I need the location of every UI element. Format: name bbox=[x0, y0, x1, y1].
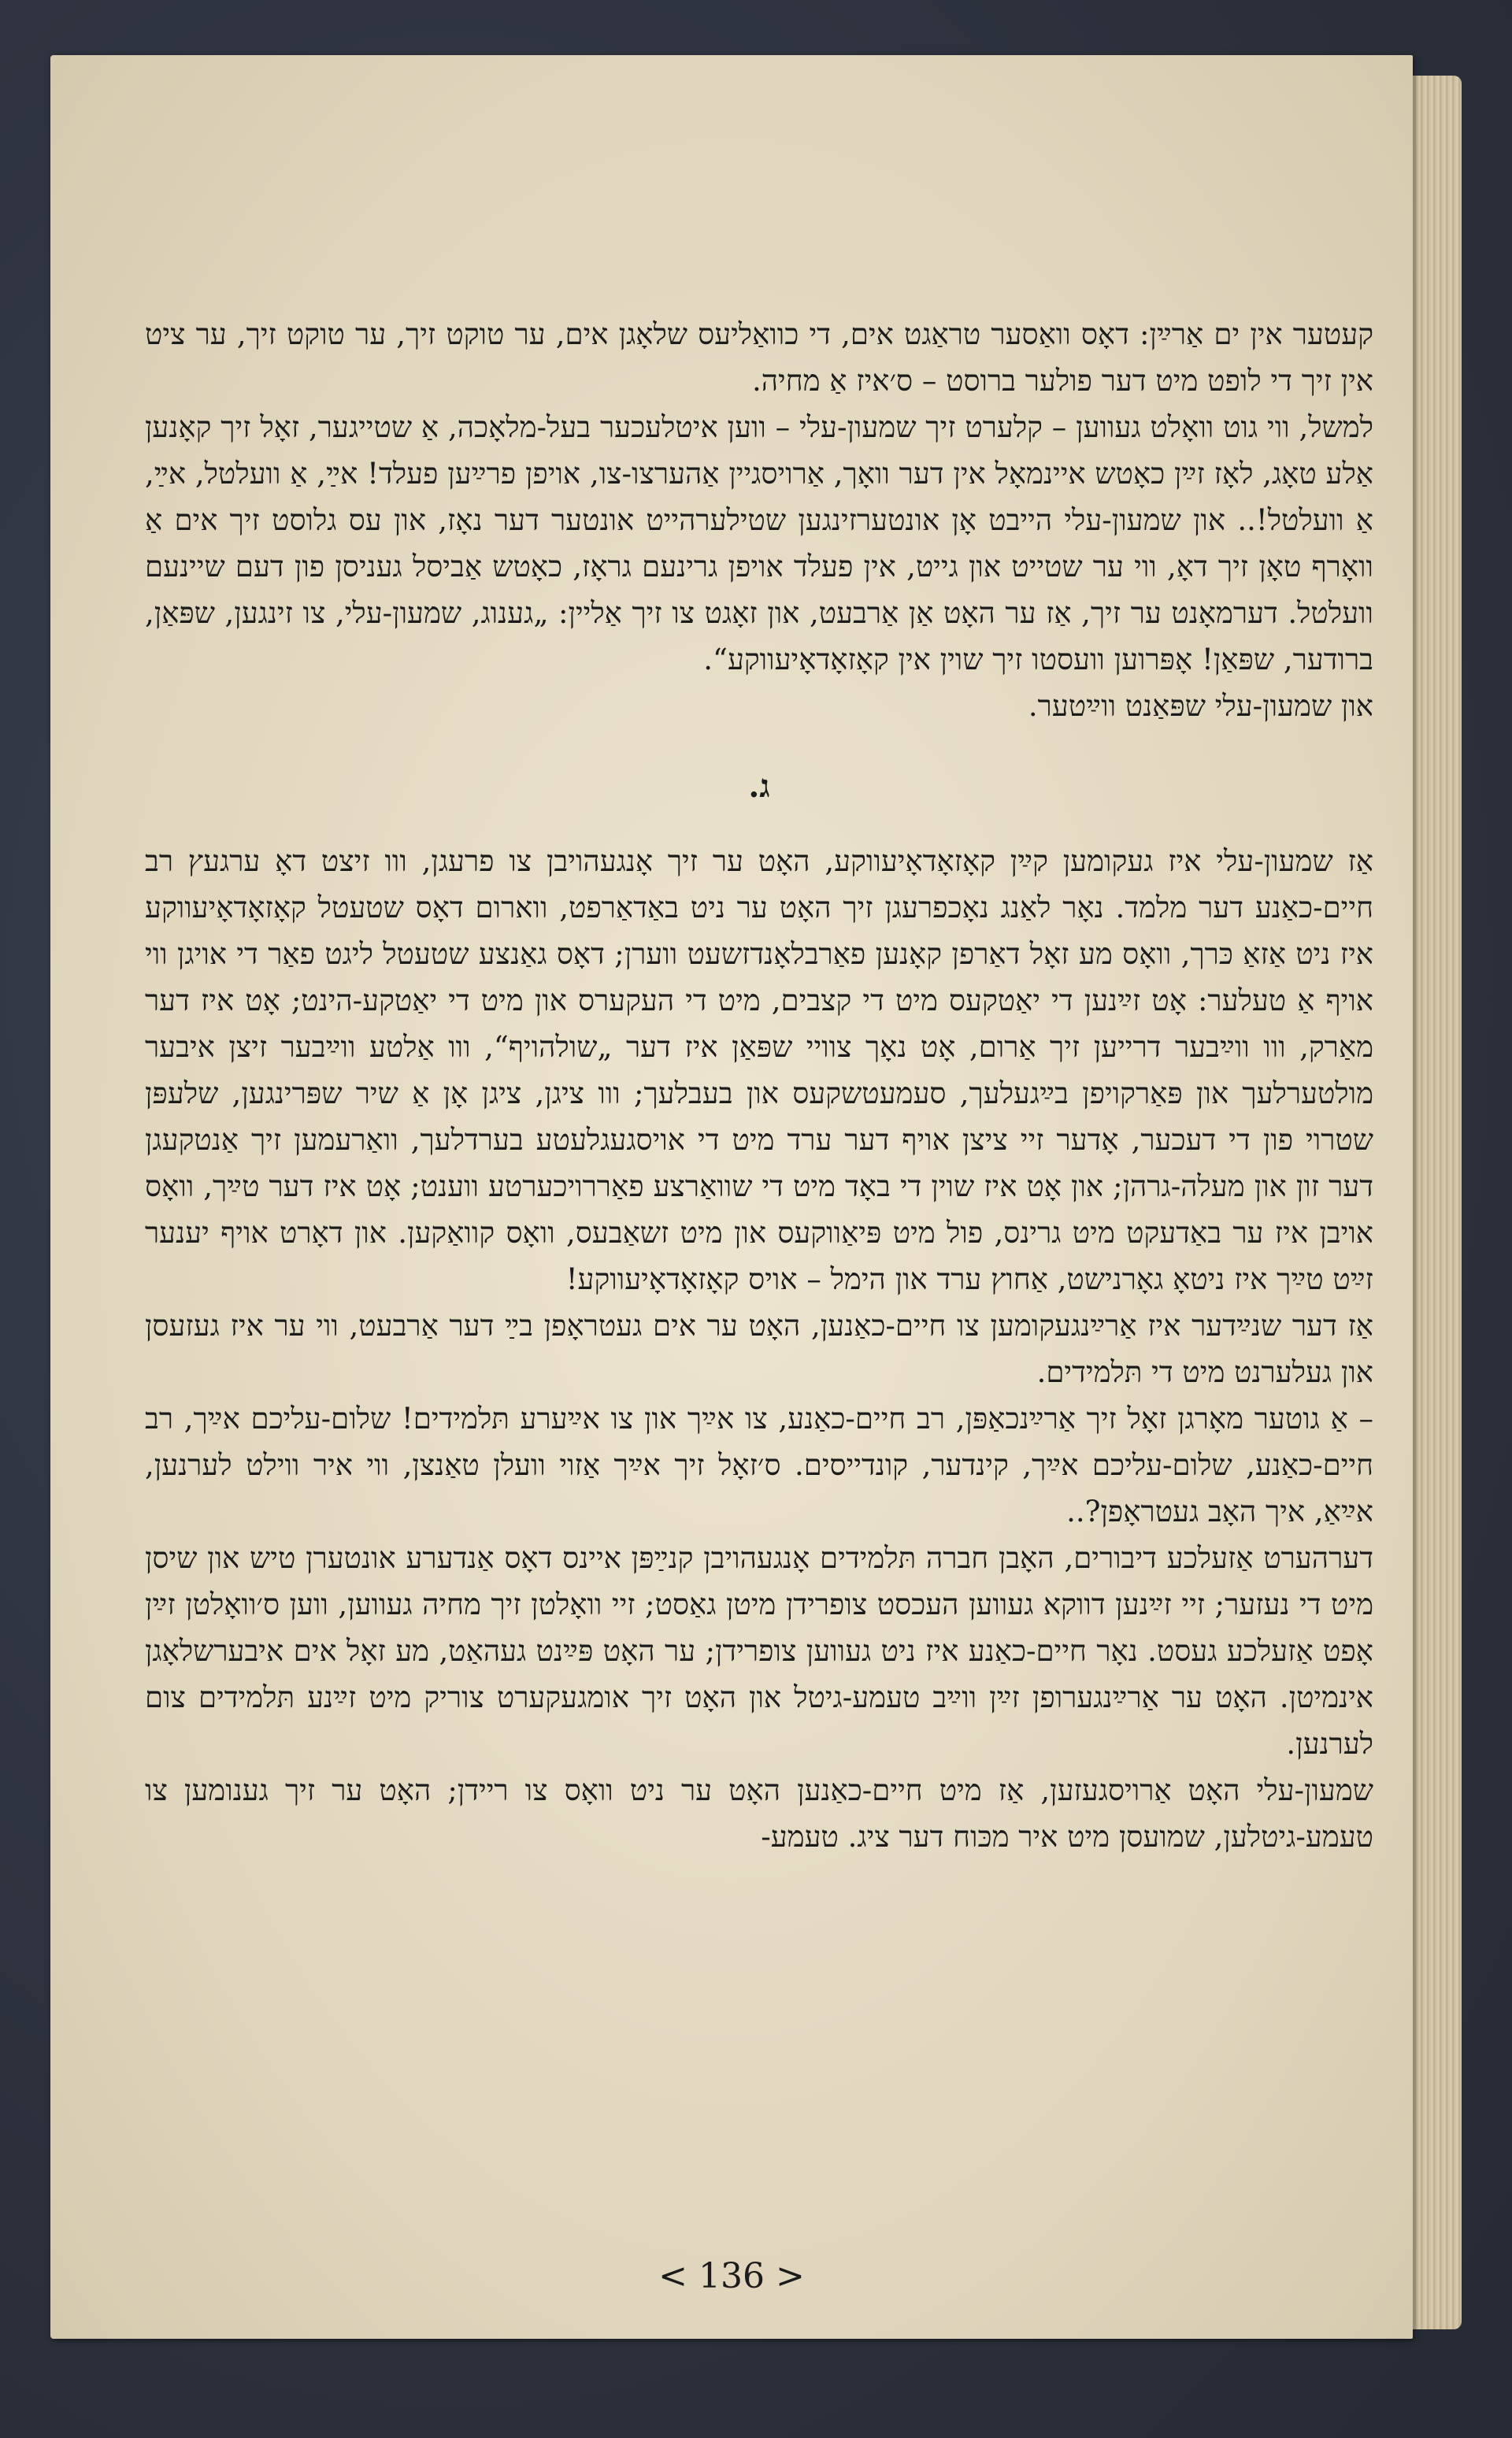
book-page bbox=[50, 55, 1413, 2339]
paragraph: – אַ גוטער מאָרגן זאָל זיך אַרײַנכאַפּן, רב חיים-כאַנע, צו אײַך און צו אײַערע תּלמידים! שלום-עליכם אײַך, רב חיים-כאַנע, שלום-עליכם אײַך, קינדער, קונדייסים. ס׳זאָל זיך אײַך אַזוי וועלן טאַנצן, ווי איר ווילט לערנען, אײַאַ, איך האָב געטראָפן?.. bbox=[145, 1402, 1373, 1528]
paragraph: קעטער אין ים אַרײַן: דאָס וואַסער טראַגט אים, די כוואַליעס שלאָגן אים, ער טוקט זיך, ער טוקט זיך, ער ציט אין זיך די לופט מיט דער פולער ברוסט – ס׳איז אַ מחיה. bbox=[145, 317, 1373, 398]
paragraph: און שמעון-עלי שפּאַנט ווײַטער. bbox=[1028, 689, 1373, 723]
page-number: < 136 > bbox=[658, 2256, 805, 2296]
page-text bbox=[145, 311, 1373, 1860]
paragraph: למשל, ווי גוט וואָלט געווען – קלערט זיך שמעון-עלי – ווען איטלעכער בעל-מלאָכה, אַ שטייגער, זאָל זיך קאָנען אַלע טאָג, לאָז זײַן כאָטש איינמאָל אין דער וואָך, אַרויסגיין אַהערצו-צו, אויפן פרײַען פעלד! אײַ, אַ וועלטל, אײַ, אַ וועלטל!.. און שמעון-עלי הייבט אָן אונטערזינגען שטילערהייט אונטער דער נאָז, און עס גלוסט זיך אים אַ וואָרף טאָן זיך דאָ, ווי ער שטייט און גייט, אין פעלד אויפן גרינעם גראָז, כאָטש אַביסל געניסן פון דעם שיינעם וועלטל. דערמאָנט ער זיך, אַז ער האָט אַן אַרבעט, און זאָגט צו זיך אַליין: „גענוג, שמעון-עלי, צו זינגען, שפּאַן, ברודער, שפּאַן! אָפּרוען וועסטו זיך שוין אין קאָזאָדאָיעווקע“. bbox=[145, 410, 1373, 676]
paragraph: אַז שמעון-עלי איז געקומען קײַן קאָזאָדאָיעווקע, האָט ער זיך אָנגעהויבן צו פרעגן, ווו זיצט דאָ ערגעץ רב חיים-כאַנע דער מלמד. נאָר לאַנג נאָכפרעגן זיך האָט ער ניט באַדאַרפט, ווארום דאָס שטעטל קאָזאָדאָיעווקע איז ניט אַזאַ כּרך, וואָס מע זאָל דאַרפן קאָנען פאַרבלאָנדזשעט ווערן; דאָס גאַנצע שטעטל ליגט פאַר די אויגן ווי אויף אַ טעלער: אָט זײַנען די יאַטקעס מיט די קצבים, מיט די העקערס און מיט די יאַטקע-הינט; אָט איז דער מאַרק, ווו ווײַבער דרייען זיך אַרום, אָט נאָך צוויי שפּאַן איז דער „שולהויף“, ווו אַלטע ווײַבער זיצן איבער מולטערלעך און פּאַרקויפן בײַגעלעך, סעמעטשקעס און בעבלעך; ווו ציגן, ציגן אָן אַ שיר שפּרינגען, שלעפּן שטרוי פון די דעכער, אָדער זיי ציצן אויף דער ערד מיט די אויסגעגלעטע בערדלעך, וואַרעמען זיך אַנטקעגן דער זון און מעלה-גרהן; און אָט איז שוין די באָד מיט די שוואַרצע פאַררויכערטע ווענט; אָט איז דער טײַך, וואָס אויבן איז ער באַדעקט מיט גרינס, פול מיט פּיאַווקעס און מיט זשאַבעס, וואָס קוואַקען. און דאָרט אויף יענער זײַט טײַך איז ניטאָ גאָרנישט, אַחוץ ערד און הימל – אויס קאָזאָדאָיעווקע! bbox=[145, 844, 1373, 1296]
paragraph: שמעון-עלי האָט אַרויסגעזען, אַז מיט חיים-כאַנען האָט ער ניט וואָס צו ריידן; האָט ער זיך גענומען צו טעמע-גיטלען, שמועסן מיט איר מכּוח דער ציג. טעמע- bbox=[145, 1773, 1373, 1854]
section-heading: ג. bbox=[748, 768, 770, 805]
paragraph: אַז דער שנײַדער איז אַרײַנגעקומען צו חיים-כאַנען, האָט ער אים געטראָפן בײַ דער אַרבעט, ווי ער איז געזעסן און געלערנט מיט די תּלמידים. bbox=[145, 1309, 1373, 1389]
paragraph: דערהערט אַזעלכע דיבורים, האָבן חברה תּלמידים אָנגעהויבן קנײַפּן איינס דאָס אַנדערע אונטערן טיש און שיסן מיט די נעזער; זיי זײַנען דווקא געווען העכסט צופרידן מיטן גאַסט; זיי וואָלטן זיך מחיה געווען, ווען ס׳וואָלטן זײַן אָפט אַזעלכע געסט. נאָר חיים-כאַנע איז ניט געווען צופרידן; ער האָט פּײַנט געהאַט, מע זאָל אים איבערשלאָגן אינמיטן. האָט ער אַרײַנגערופן זײַן ווײַב טעמע-גיטל און האָט זיך אומגעקערט צוריק מיט זײַנע תּלמידים צום לערנען. bbox=[145, 1541, 1373, 1761]
